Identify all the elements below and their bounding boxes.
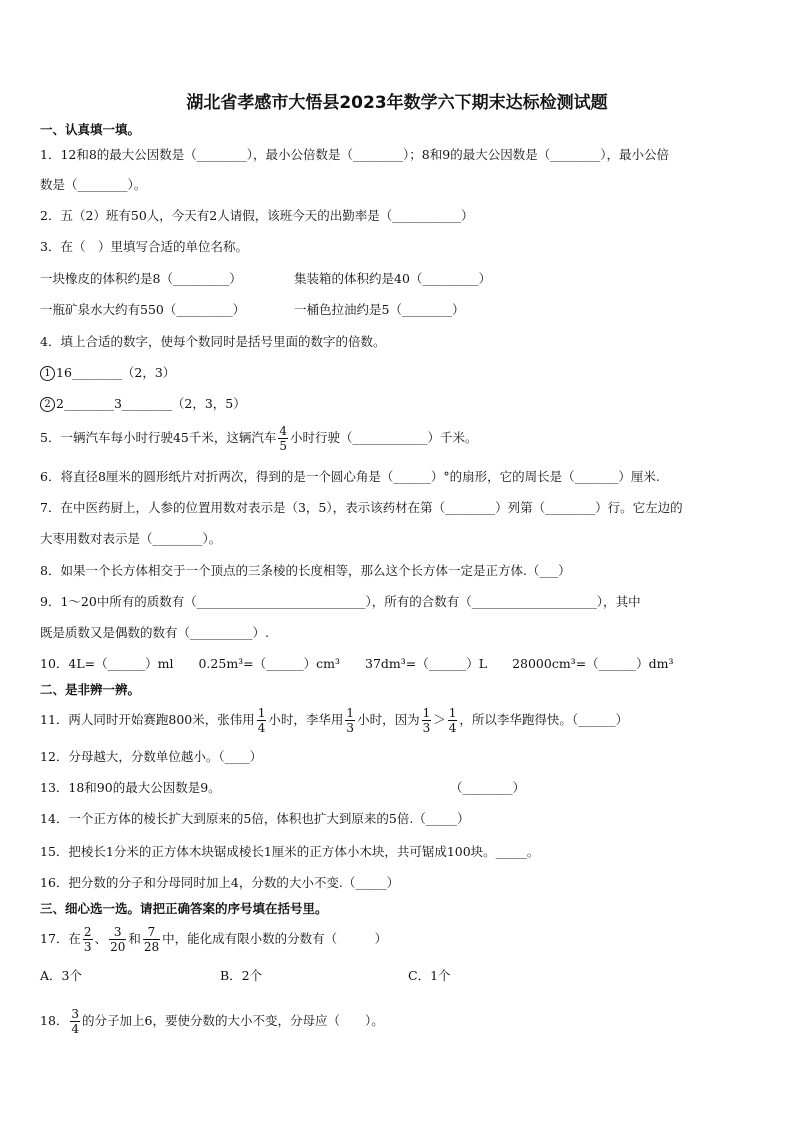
question-11 [40, 703, 628, 737]
question-4-item-1-text: 16________（2，3） [56, 365, 176, 380]
fraction-numerator: 3 [109, 925, 126, 940]
fraction-numerator: 1 [422, 706, 431, 720]
circled-number-1: 1 [40, 366, 55, 381]
question-4-item-2 [40, 395, 246, 413]
question-18-prefix: 18． [40, 1013, 69, 1028]
separator: 、 [94, 931, 108, 946]
fraction-denominator: 20 [110, 940, 126, 954]
question-9-line-2: 既是质数又是偶数的数有（__________）. [40, 625, 269, 640]
question-11-suffix: ，所以李华跑得快。（______） [459, 712, 629, 727]
fraction-3-20 [109, 925, 126, 954]
question-18-suffix: 的分子加上6，要使分数的大小不变，分母应（ ）。 [82, 1013, 384, 1028]
fraction-numerator: 1 [448, 706, 457, 720]
fraction-7-28 [143, 925, 160, 954]
question-3: 3．在（ ）里填写合适的单位名称。 [40, 239, 248, 254]
section-1-heading: 一、认真填一填。 [40, 122, 141, 137]
question-3-item-a: 一块橡皮的体积约是8（_________） [40, 271, 242, 286]
fraction-denominator: 3 [422, 721, 431, 735]
question-17-suffix: 中，能化成有限小数的分数有（ ） [162, 931, 388, 946]
page-title: 湖北省孝感市大悟县2023年数学六下期末达标检测试题 [186, 93, 608, 113]
question-17-prefix: 17．在 [40, 931, 81, 946]
fraction-denominator: 3 [346, 721, 355, 735]
question-13: 13．18和90的最大公因数是9。 [40, 780, 221, 795]
fraction-denominator: 28 [143, 940, 160, 954]
fraction-numerator: 4 [279, 424, 288, 438]
option-b: B．2个 [220, 968, 263, 983]
question-18 [40, 1004, 384, 1038]
question-4-item-2-text: 2________3________（2，3，5） [56, 396, 246, 411]
question-5 [40, 422, 478, 454]
question-12: 12．分母越大，分数单位越小。（____） [40, 749, 263, 764]
fraction-1-4-compare [448, 706, 458, 735]
question-7-line-2: 大枣用数对表示是（________）。 [40, 531, 222, 546]
fraction-2-3 [83, 925, 93, 954]
circled-number-2: 2 [40, 397, 55, 412]
fraction-1-4 [257, 706, 267, 735]
question-11-prefix: 11．两人同时开始赛跑800米，张伟用 [40, 712, 255, 727]
question-10: 10．4L=（______）ml 0.25m³=（______）cm³ 37dm³=（______）L 28000cm³=（______）dm³ [40, 656, 674, 671]
question-17 [40, 922, 387, 956]
question-3-item-b: 集装箱的体积约是40（_________） [294, 271, 492, 286]
fraction-numerator: 3 [71, 1007, 80, 1021]
question-5-suffix: 小时行驶（____________）千米。 [290, 430, 478, 445]
question-14: 14．一个正方体的棱长扩大到原来的5倍，体积也扩大到原来的5倍.（_____） [40, 811, 470, 826]
question-11-text-1: 小时，李华用 [268, 712, 344, 727]
question-13-blank: （________） [450, 780, 526, 795]
fraction-denominator: 5 [279, 439, 288, 453]
question-1-line-2: 数是（________）。 [40, 177, 147, 192]
fraction-denominator: 3 [83, 940, 92, 954]
option-a: A．3个 [40, 968, 82, 983]
section-2-heading: 二、是非辨一辨。 [40, 682, 141, 697]
question-2: 2．五（2）班有50人，今天有2人请假，该班今天的出勤率是（___________） [40, 208, 474, 223]
fraction-numerator: 7 [143, 925, 160, 940]
fraction-1-3-compare [422, 706, 432, 735]
fraction-3-4 [70, 1007, 80, 1036]
question-16: 16．把分数的分子和分母同时加上4，分数的大小不变.（_____） [40, 875, 400, 890]
fraction-denominator: 4 [257, 721, 266, 735]
separator: 和 [128, 931, 141, 946]
question-6: 6．将直径8厘米的圆形纸片对折两次，得到的是一个圆心角是（______）°的扇形，它的周长是（_______）厘米. [40, 469, 660, 484]
fraction-numerator: 2 [83, 925, 92, 939]
question-5-prefix: 5．一辆汽车每小时行驶45千米，这辆汽车 [40, 430, 277, 445]
question-8: 8．如果一个长方体相交于一个顶点的三条棱的长度相等，那么这个长方体一定是正方体.（___） [40, 563, 571, 578]
question-9-line-1: 9．1～20中所有的质数有（___________________________），所有的合数有（____________________），其中 [40, 594, 641, 609]
section-3-heading: 三、细心选一选。请把正确答案的序号填在括号里。 [40, 901, 328, 916]
fraction-numerator: 1 [346, 706, 355, 720]
fraction-1-3 [345, 706, 355, 735]
question-3-item-c: 一瓶矿泉水大约有550（_________） [40, 302, 246, 317]
question-4-item-1 [40, 364, 175, 382]
question-11-text-2: 小时，因为 [357, 712, 420, 727]
fraction-4-5 [278, 424, 288, 453]
option-c: C．1个 [408, 968, 451, 983]
question-7-line-1: 7．在中医药厨上，人参的位置用数对表示是（3，5），表示该药材在第（________）列第（________）行。它左边的 [40, 500, 683, 515]
fraction-denominator: 4 [71, 1022, 80, 1036]
question-4: 4．填上合适的数字，使每个数同时是括号里面的数字的倍数。 [40, 334, 386, 349]
fraction-numerator: 1 [257, 706, 266, 720]
question-1-line-1: 1．12和8的最大公因数是（________），最小公倍数是（________）；8和9的最大公因数是（________），最小公倍 [40, 147, 669, 162]
greater-than-sign: ＞ [433, 712, 446, 727]
fraction-denominator: 4 [448, 721, 457, 735]
question-3-item-d: 一桶色拉油约是5（________） [294, 302, 465, 317]
question-15: 15．把棱长1分米的正方体木块锯成棱长1厘米的正方体小木块，共可锯成100块。_____。 [40, 844, 540, 859]
